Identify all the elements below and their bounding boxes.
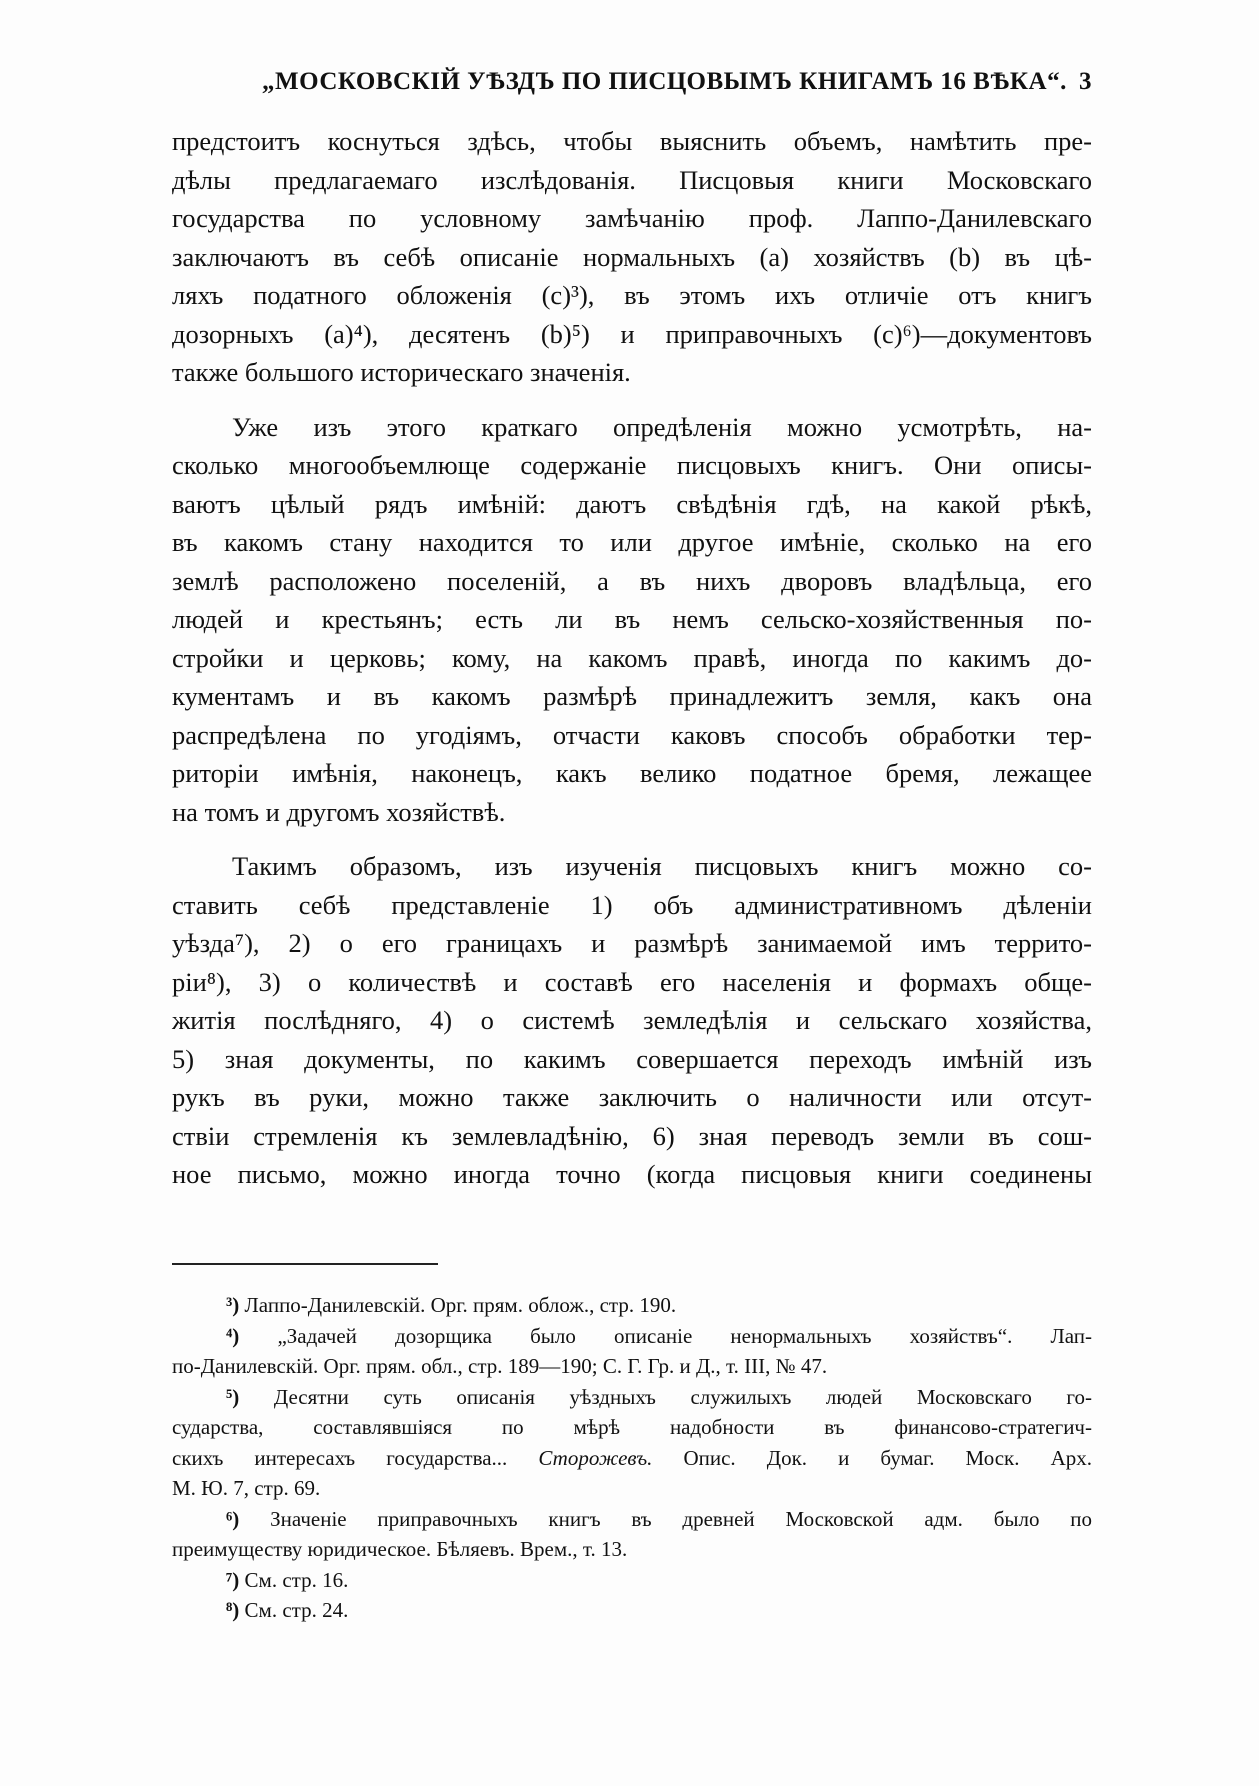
footnote-4 xyxy=(172,1321,1092,1382)
text-line: ваютъ цѣлый рядъ имѣній: даютъ свѣдѣнія гдѣ, на какой рѣкѣ, xyxy=(172,488,1092,519)
footnote-text: Опис. Док. и бумаг. Моск. Арх. xyxy=(683,1445,1092,1470)
footnote-line xyxy=(172,1443,1092,1474)
footnote-line xyxy=(172,1382,1092,1413)
text-line: рукъ въ руки, можно также заключить о наличности или отсут- xyxy=(172,1082,1092,1112)
paragraph-2 xyxy=(172,408,1092,832)
text-line: риторіи имѣнія, наконецъ, какъ велико податное бремя, лежащее xyxy=(172,758,1092,788)
footnote-line xyxy=(172,1595,1092,1626)
footnote-line xyxy=(172,1290,1092,1321)
text-line: кументамъ и въ какомъ размѣрѣ принадлежитъ земля, какъ она xyxy=(172,681,1092,711)
footnote-text: Значеніе приправочныхъ книгъ въ древней Московской адм. было по xyxy=(270,1506,1092,1531)
footnote-line xyxy=(172,1565,1092,1596)
text-line: предстоитъ коснуться здѣсь, чтобы выяснить объемъ, намѣтить пре- xyxy=(172,126,1092,156)
footnote-author: Сторожевъ. xyxy=(538,1445,653,1470)
text-line: ріи⁸), 3) о количествѣ и составѣ его населенія и формахъ обще- xyxy=(172,966,1092,997)
text-line: также большого историческаго значенія. xyxy=(172,357,631,387)
footnote-text: Десятни суть описанія уѣздныхъ служилыхъ людей Московскаго го- xyxy=(273,1384,1093,1409)
text-line: заключаютъ въ себѣ описаніе нормальныхъ (a) хозяйствъ (b) въ цѣ- xyxy=(172,241,1092,272)
running-header xyxy=(262,68,1092,104)
paragraph-3 xyxy=(172,847,1092,1194)
text-line: ствіи стремленія къ землевладѣнію, 6) зная переводъ земли въ сош- xyxy=(172,1120,1092,1151)
main-text xyxy=(172,122,1092,1194)
footnote-8 xyxy=(172,1595,1092,1626)
footnote-mark: ⁶) xyxy=(226,1506,240,1531)
footnote-text: См. стр. 24. xyxy=(244,1598,349,1622)
footnote-line: преимуществу юридическое. Бѣляевъ. Врем., т. 13. xyxy=(172,1537,628,1561)
footnote-text: Лаппо-Данилевскій. Орг. прям. облож., стр. 190. xyxy=(244,1293,677,1317)
footnote-line: М. Ю. 7, стр. 69. xyxy=(172,1476,321,1500)
footnote-mark: ⁸) xyxy=(226,1598,240,1622)
text-line: ное письмо, можно иногда точно (когда писцовыя книги соединены xyxy=(172,1159,1092,1189)
text-line: въ какомъ стану находится то или другое имѣніе, сколько на его xyxy=(172,527,1092,557)
footnote-text: скихъ интересахъ государства... xyxy=(172,1445,508,1470)
page-number: 3 xyxy=(1079,68,1092,95)
paragraph-1 xyxy=(172,122,1092,392)
footnote-text: См. стр. 16. xyxy=(244,1567,349,1592)
text-line: ставить себѣ представленіе 1) объ административномъ дѣленіи xyxy=(172,889,1092,920)
footnote-text: „Задачей дозорщика было описаніе ненормальныхъ хозяйствъ“. Лап- xyxy=(277,1323,1092,1348)
footnote-3 xyxy=(172,1290,1092,1321)
text-line: ляхъ податного обложенія (c)³), въ этомъ ихъ отличіе отъ книгъ xyxy=(172,280,1092,310)
text-line: уѣзда⁷), 2) о его границахъ и размѣрѣ занимаемой имъ террито- xyxy=(172,928,1092,958)
text-line: Уже изъ этого краткаго опредѣленія можно усмотрѣть, на- xyxy=(232,411,1092,442)
text-line: 5) зная документы, по какимъ совершается переходъ имѣній изъ xyxy=(172,1043,1092,1074)
text-line: сколько многообъемлюще содержаніе писцовыхъ книгъ. Они описы- xyxy=(172,450,1092,480)
text-line: людей и крестьянъ; есть ли въ немъ сельско-хозяйственныя по- xyxy=(172,604,1092,634)
text-line: дѣлы предлагаемаго изслѣдованія. Писцовыя книги Московскаго xyxy=(172,164,1092,195)
footnote-line: сударства, составлявшіяся по мѣрѣ надобности въ финансово-стратегич- xyxy=(172,1415,1092,1439)
text-line: дозорныхъ (a)⁴), десятенъ (b)⁵) и приправочныхъ (c)⁶)—документовъ xyxy=(172,318,1092,349)
footnote-mark: ⁵) xyxy=(226,1384,240,1409)
text-line: стройки и церковь; кому, на какомъ правѣ, иногда по какимъ до- xyxy=(172,642,1092,673)
footnote-separator xyxy=(172,1263,438,1265)
text-line: распредѣлена по угодіямъ, отчасти каковъ способъ обработки тер- xyxy=(172,719,1092,750)
footnotes xyxy=(172,1290,1092,1626)
footnote-line xyxy=(172,1321,1092,1352)
footnote-line xyxy=(172,1504,1092,1535)
footnote-mark: ⁷) xyxy=(226,1567,240,1592)
running-title: „МОСКОВСКІЙ УѢЗДЪ ПО ПИСЦОВЫМЪ КНИГАМЪ 16 ВѢКА“. xyxy=(262,68,1067,95)
text-line: землѣ расположено поселеній, а въ нихъ дворовъ владѣльца, его xyxy=(172,565,1092,596)
footnote-mark: ⁴) xyxy=(226,1323,240,1348)
footnote-line: по-Данилевскій. Орг. прям. обл., стр. 189—190; С. Г. Гр. и Д., т. III, № 47. xyxy=(172,1354,828,1378)
footnote-6 xyxy=(172,1504,1092,1565)
footnote-7 xyxy=(172,1565,1092,1596)
text-line: государства по условному замѣчанію проф. Лаппо-Данилевскаго xyxy=(172,203,1092,233)
text-line: житія послѣдняго, 4) о системѣ земледѣлія и сельскаго хозяйства, xyxy=(172,1005,1092,1035)
footnote-mark: ³) xyxy=(226,1293,240,1317)
text-line: Такимъ образомъ, изъ изученія писцовыхъ книгъ можно со- xyxy=(232,851,1092,881)
text-line: на томъ и другомъ хозяйствѣ. xyxy=(172,796,506,827)
footnote-5 xyxy=(172,1382,1092,1504)
